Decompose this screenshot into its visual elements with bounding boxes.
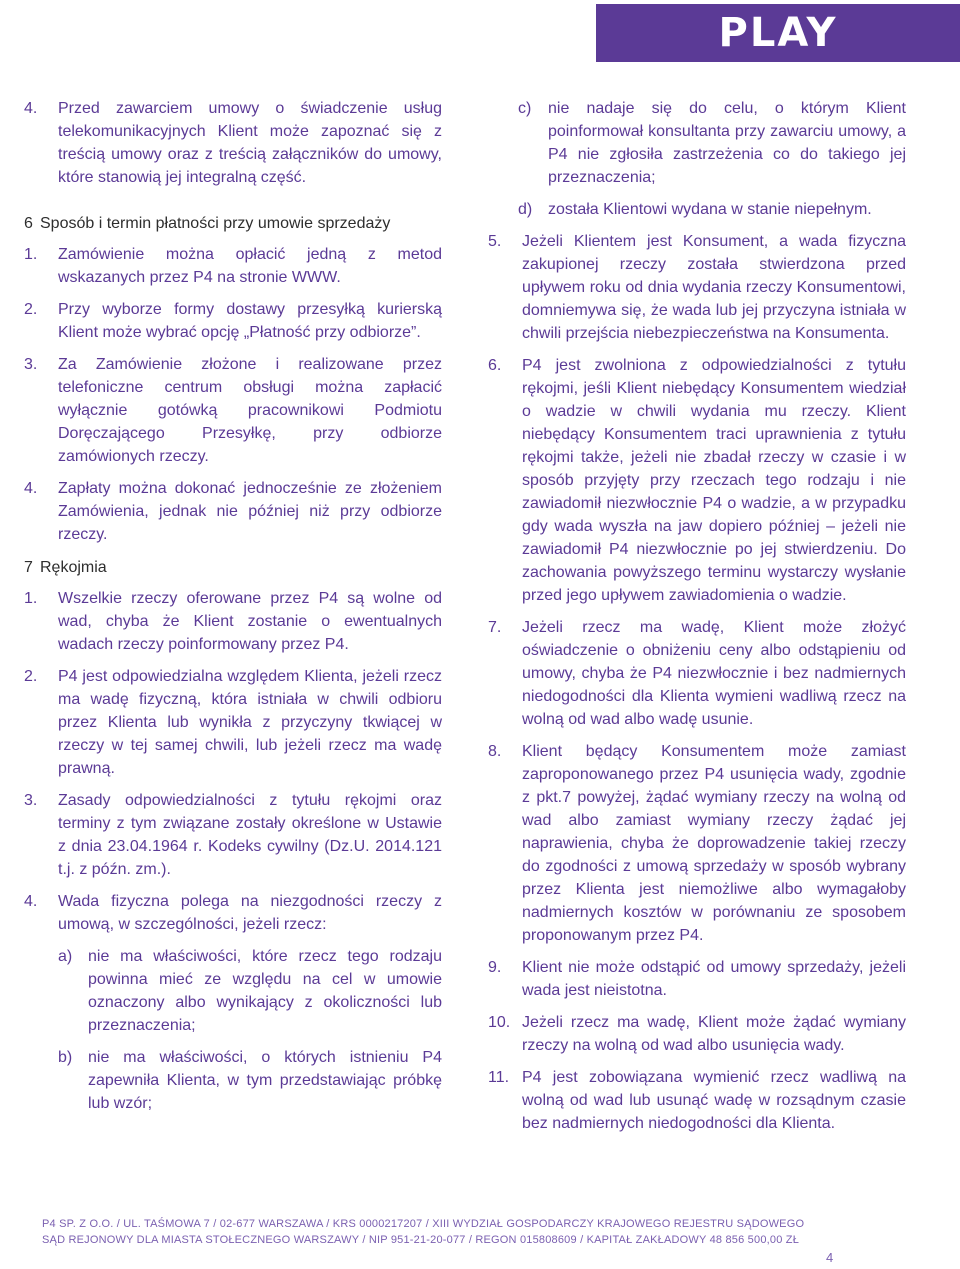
item-text: P4 jest zobowiązana wymienić rzecz wadliwą na wolną od wad lub usunąć wadę w rozsądnym czasie bez nadmiernych niedogodności dla Klienta. <box>522 1069 906 1132</box>
sub-item <box>518 97 906 189</box>
item-number: 7. <box>488 619 502 636</box>
item-number: 10. <box>488 1014 511 1031</box>
item-number: 4. <box>24 893 38 910</box>
section-heading <box>24 556 442 579</box>
sub-item-letter: c) <box>518 100 532 117</box>
section-heading <box>24 212 442 235</box>
item-number: 4. <box>24 480 38 497</box>
item-text: Jeżeli rzecz ma wadę, Klient może żądać wymiany rzeczy na wolną od wad albo usunięcia wady. <box>522 1014 906 1054</box>
section-title: Rękojmia <box>40 559 107 576</box>
sub-item-text: została Klientowi wydana w stanie niepełnym. <box>548 201 872 218</box>
footer <box>42 1216 902 1248</box>
section-number: 7 <box>24 559 33 576</box>
item-number: 6. <box>488 357 502 374</box>
list-item <box>24 587 442 656</box>
footer-line-1: P4 SP. Z O.O. / UL. TAŚMOWA 7 / 02-677 WARSZAWA / KRS 0000217207 / XIII WYDZIAŁ GOSPODARCZY KRAJOWEGO REJESTRU SĄDOWEGO <box>42 1218 805 1230</box>
item-number: 9. <box>488 959 502 976</box>
list-item <box>24 243 442 289</box>
sub-item <box>518 198 906 221</box>
sub-item-letter: b) <box>58 1049 73 1066</box>
item-text: P4 jest odpowiedzialna względem Klienta, jeżeli rzecz ma wadę fizyczną, która istniała w chwili odbioru przez Klienta lub wynikła z przyczyny tkwiącej w rzeczy w tej samej chwili, lub jeżeli rzecz ma wadę prawną. <box>58 668 442 777</box>
list-item <box>488 1011 906 1057</box>
item-number: 3. <box>24 792 38 809</box>
item-number: 2. <box>24 301 38 318</box>
list-item <box>488 1066 906 1135</box>
list-item <box>24 353 442 468</box>
sub-item-text: nie ma właściwości, które rzecz tego rodzaju powinna mieć ze względu na cel w umowie oznaczony albo wynikający z okoliczności lub przeznaczenia; <box>88 948 442 1034</box>
sub-item-letter: a) <box>58 948 73 965</box>
item-number: 11. <box>488 1069 510 1086</box>
item-number: 4. <box>24 100 38 117</box>
item-text: Jeżeli Klientem jest Konsument, a wada fizyczna zakupionej rzeczy została stwierdzona przed upływem roku od dnia wydania rzeczy Konsumentowi, domniemywa się, że wada lub jej przyczyna istniała w chwili przejścia niebezpieczeństwa na Konsumenta. <box>522 233 906 342</box>
item-text: Za Zamówienie złożone i realizowane przez telefoniczne centrum obsługi można zapłacić wyłącznie gotówką pracownikowi Podmiotu Doręczającego Przesyłkę, przy odbiorze zamówionych rzeczy. <box>58 356 442 465</box>
list-item <box>24 890 442 936</box>
item-text: Przy wyborze formy dostawy przesyłką kurierską Klient może wybrać opcję „Płatność przy odbiorze”. <box>58 301 442 341</box>
item-number: 8. <box>488 743 502 760</box>
sub-item <box>58 945 442 1037</box>
list-item <box>24 789 442 881</box>
list-item <box>488 740 906 947</box>
item-number: 2. <box>24 668 38 685</box>
right-column <box>488 97 906 1144</box>
item-number: 3. <box>24 356 38 373</box>
list-item <box>488 956 906 1002</box>
item-text: Wada fizyczna polega na niezgodności rzeczy z umową, w szczególności, jeżeli rzecz: <box>58 893 442 933</box>
list-item <box>488 616 906 731</box>
list-item <box>24 665 442 780</box>
play-logo: PLAY <box>596 4 960 62</box>
sub-item <box>58 1046 442 1115</box>
item-text: P4 jest zwolniona z odpowiedzialności z tytułu rękojmi, jeśli Klient niebędący Konsumentem wiedział o wadzie w chwili wydania mu rzeczy. Klient niebędący Konsumentem traci uprawnienia z tytułu rękojmi także, jeżeli nie zbadał rzeczy w czasie i w sposób przyjęty przy rzeczach tego rodzaju i nie zawiadomił niezwłocznie P4 o wadzie, a w przypadku gdy wada wyszła na jaw dopiero później – jeżeli nie zawiadomił P4 niezwłocznie po jej stwierdzeniu. Do zachowania powyższego terminu wystarczy wysłanie przed jego upływem zawiadomienia o wadzie. <box>522 357 906 604</box>
item-number: 5. <box>488 233 502 250</box>
sub-list <box>24 945 442 1115</box>
section-number: 6 <box>24 215 33 232</box>
footer-line-2: SĄD REJONOWY DLA MIASTA STOŁECZNEGO WARSZAWY / NIP 951-21-20-077 / REGON 015808609 / KAPITAŁ ZAKŁADOWY 48 856 500,00 ZŁ <box>42 1234 800 1246</box>
item-text: Klient nie może odstąpić od umowy sprzedaży, jeżeli wada jest nieistotna. <box>522 959 906 999</box>
sub-item-letter: d) <box>518 201 533 218</box>
left-column <box>24 97 442 1124</box>
list-item <box>24 477 442 546</box>
list-item <box>488 230 906 345</box>
item-text: Przed zawarciem umowy o świadczenie usług telekomunikacyjnych Klient może zapoznać się z treścią umowy oraz z treścią załączników do umowy, które stanowią jej integralną część. <box>58 100 442 186</box>
item-text: Zapłaty można dokonać jednocześnie ze złożeniem Zamówienia, jednak nie później niż przy odbiorze rzeczy. <box>58 480 442 543</box>
item-number: 1. <box>24 246 38 263</box>
item-text: Zamówienie można opłacić jedną z metod wskazanych przez P4 na stronie WWW. <box>58 246 442 286</box>
item-text: Jeżeli rzecz ma wadę, Klient może złożyć oświadczenie o obniżeniu ceny albo odstąpieniu od umowy, chyba że P4 niezwłocznie i bez nadmiernych niedogodności dla Klienta wymieni wadliwą rzecz na wolną od wad albo wadę usunie. <box>522 619 906 728</box>
list-item <box>488 354 906 607</box>
item-text: Zasady odpowiedzialności z tytułu rękojmi oraz terminy z tym związane zostały określone w Ustawie z dnia 23.04.1964 r. Kodeks cywilny (Dz.U. 2014.121 t.j. z późn. zm.). <box>58 792 442 878</box>
item-number: 1. <box>24 590 38 607</box>
list-item <box>24 97 442 189</box>
list-item <box>24 298 442 344</box>
section-title: Sposób i termin płatności przy umowie sprzedaży <box>40 215 391 232</box>
item-text: Klient będący Konsumentem może zamiast zaproponowanego przez P4 usunięcia wady, zgodnie z pkt.7 powyżej, żądać wymiany rzeczy na wolną od wad albo zamiast wymiany rzeczy żądać jej naprawienia, chyba że doprowadzenie takiej rzeczy do zgodności z umową sprzedaży w sposób wybrany przez Klienta jest niemożliwe albo wymagałoby nadmiernych kosztów w porównaniu ze sposobem proponowanym przez P4. <box>522 743 906 944</box>
sub-item-text: nie nadaje się do celu, o którym Klient poinformował konsultanta przy zawarciu umowy, a P4 nie zgłosiła zastrzeżenia co do takiego jej przeznaczenia; <box>548 100 906 186</box>
sub-list <box>488 97 906 221</box>
item-text: Wszelkie rzeczy oferowane przez P4 są wolne od wad, chyba że Klient zostanie o ewentualnych wadach rzeczy poinformowany przez P4. <box>58 590 442 653</box>
sub-item-text: nie ma właściwości, o których istnieniu P4 zapewniła Klienta, w tym przedstawiając próbkę lub wzór; <box>88 1049 442 1112</box>
page-number: 4 <box>826 1250 834 1265</box>
